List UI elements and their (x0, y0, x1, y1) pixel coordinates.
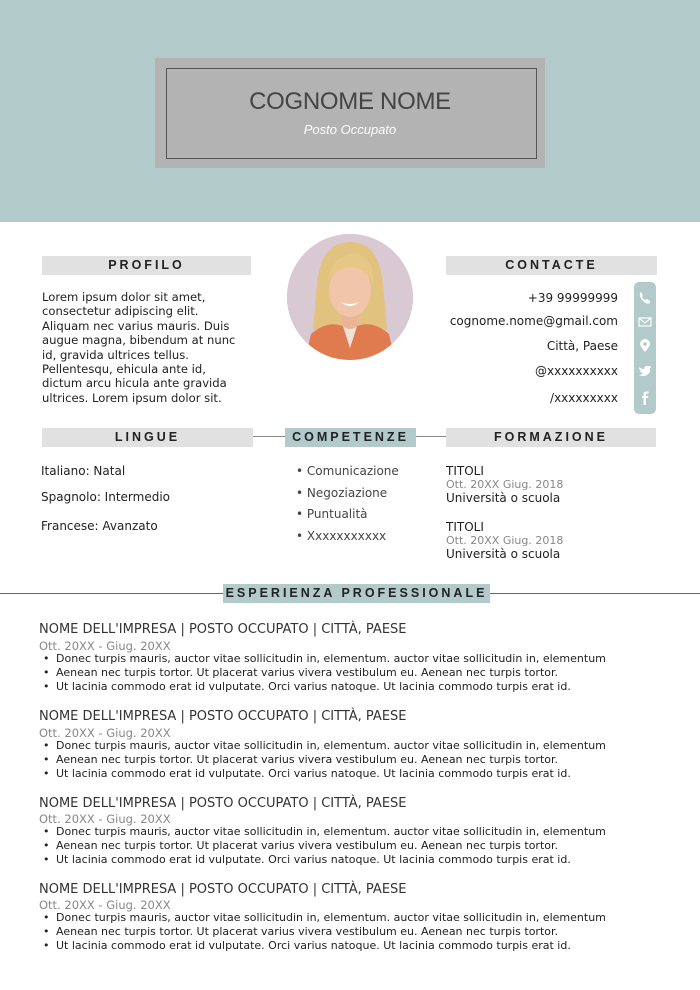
job-title: NOME DELL'IMPRESA | POSTO OCCUPATO | CITTÀ, PAESE (39, 882, 407, 897)
contact-phone: +39 99999999 (527, 291, 618, 305)
profile-line: dictum arcu hicula ante gravida (42, 376, 227, 391)
contact-icon-bar (634, 282, 656, 414)
job-bullet: • Donec turpis mauris, auctor vitae sollicitudin in, elementum. auctor vitae sollicitudin in, elementum (40, 739, 606, 753)
education-title: TITOLI (446, 520, 484, 534)
job-bullets (40, 739, 606, 781)
job-bullet: • Aenean nec turpis tortor. Ut placerat varius vivera vestibulum eu. Aenean nec turpis tortor. (40, 753, 606, 767)
experience-heading: ESPERIENZA PROFESSIONALE (223, 584, 490, 603)
education-title: TITOLI (446, 464, 484, 478)
job-date: Ott. 20XX - Giug. 20XX (39, 812, 171, 826)
contact-location: Città, Paese (546, 339, 618, 353)
contact-twitter[interactable]: @xxxxxxxxxx (534, 364, 618, 378)
skill-item: • Puntualità (296, 507, 368, 521)
job-title: NOME DELL'IMPRESA | POSTO OCCUPATO | CITTÀ, PAESE (39, 796, 407, 811)
language-item: Italiano: Natal (41, 464, 126, 478)
connector-line (253, 436, 285, 437)
skill-label: Comunicazione (306, 464, 399, 478)
job-bullet: • Donec turpis mauris, auctor vitae sollicitudin in, elementum. auctor vitae sollicitudin in, elementum (40, 825, 606, 839)
profile-line: Lorem ipsum dolor sit amet, (42, 290, 206, 304)
connector-line (416, 436, 446, 437)
job-bullets (40, 911, 606, 953)
mail-icon (639, 318, 651, 326)
languages-heading: LINGUE (42, 428, 253, 447)
skill-item: • Xxxxxxxxxxx (296, 529, 387, 543)
job-bullet: • Aenean nec turpis tortor. Ut placerat varius vivera vestibulum eu. Aenean nec turpis tortor. (40, 925, 606, 939)
contact-facebook[interactable]: /xxxxxxxxx (550, 391, 618, 405)
facebook-icon (642, 392, 649, 406)
contact-email[interactable]: cognome.nome@gmail.com (449, 314, 618, 328)
job-bullets (40, 825, 606, 867)
job-bullet: • Ut lacinia commodo erat id vulputate. Orci varius natoque. Ut lacinia commodo turpis erat id. (40, 853, 606, 867)
job-bullet: • Aenean nec turpis tortor. Ut placerat varius vivera vestibulum eu. Aenean nec turpis tortor. (40, 666, 606, 680)
location-pin-icon (640, 339, 650, 352)
skill-item: • Negoziazione (296, 486, 388, 500)
job-date: Ott. 20XX - Giug. 20XX (39, 639, 171, 653)
profile-line: Aliquam nec varius mauris. Duis (42, 318, 230, 333)
skill-label: Negoziazione (306, 486, 388, 500)
profile-photo (287, 234, 413, 360)
person-name: COGNOME NOME (249, 88, 451, 115)
skill-label: Puntualità (306, 507, 368, 521)
twitter-icon (639, 366, 652, 376)
language-item: Francese: Avanzato (41, 519, 158, 533)
job-bullet: • Aenean nec turpis tortor. Ut placerat varius vivera vestibulum eu. Aenean nec turpis tortor. (40, 839, 606, 853)
profile-line: augue magna, bibendum at nunc (42, 333, 236, 348)
phone-icon (640, 292, 650, 304)
language-item: Spagnolo: Intermedio (41, 490, 171, 504)
job-bullets (40, 652, 606, 694)
portrait-illustration (287, 234, 413, 360)
contact-heading: CONTACTE (446, 256, 657, 275)
education-heading: FORMAZIONE (446, 428, 656, 447)
profile-line: Pellentesqu, ehicula ante id, (42, 362, 206, 377)
education-school: Università o scuola (446, 491, 561, 505)
job-role: Posto Occupato (303, 122, 397, 137)
job-date: Ott. 20XX - Giug. 20XX (39, 898, 171, 912)
education-school: Università o scuola (446, 547, 561, 561)
job-bullet: • Ut lacinia commodo erat id vulputate. Orci varius natoque. Ut lacinia commodo turpis erat id. (40, 680, 606, 694)
profile-line: consectetur adipiscing elit. (42, 304, 199, 319)
job-title: NOME DELL'IMPRESA | POSTO OCCUPATO | CITTÀ, PAESE (39, 709, 407, 724)
profile-line: id, gravida ultrices tellus. (42, 347, 189, 362)
profile-line: ultrices. Lorem ipsum dolor sit. (42, 390, 222, 405)
job-title: NOME DELL'IMPRESA | POSTO OCCUPATO | CITTÀ, PAESE (39, 622, 407, 637)
profile-text (42, 290, 252, 405)
job-bullet: • Donec turpis mauris, auctor vitae sollicitudin in, elementum. auctor vitae sollicitudin in, elementum (40, 652, 606, 666)
job-bullet: • Ut lacinia commodo erat id vulputate. Orci varius natoque. Ut lacinia commodo turpis erat id. (40, 767, 606, 781)
job-bullet: • Ut lacinia commodo erat id vulputate. Orci varius natoque. Ut lacinia commodo turpis erat id. (40, 939, 606, 953)
job-date: Ott. 20XX - Giug. 20XX (39, 726, 171, 740)
skill-label: Xxxxxxxxxxx (306, 529, 387, 543)
skill-item: • Comunicazione (296, 464, 399, 478)
job-bullet: • Donec turpis mauris, auctor vitae sollicitudin in, elementum. auctor vitae sollicitudin in, elementum (40, 911, 606, 925)
skills-heading: COMPETENZE (285, 428, 416, 447)
profile-heading: PROFILO (42, 256, 251, 275)
education-date: Ott. 20XX Giug. 2018 (446, 534, 564, 547)
education-date: Ott. 20XX Giug. 2018 (446, 478, 564, 491)
